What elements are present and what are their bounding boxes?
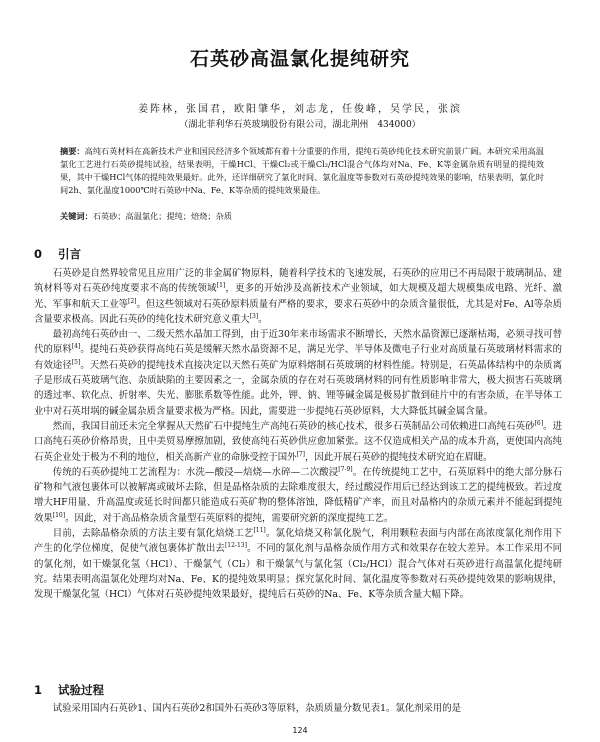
paragraph: 然而，我国目前还未完全掌握从天然矿石中提纯生产高纯石英砂的核心技术，很多石英制品公司依赖进口高纯石英砂[6]。进口高纯石英砂价格昂贵，且中美贸易摩擦加剧，致使高纯石英砂供应愈加紧张。这不仅造成相关产品的成本升高，更使国内高纯石英企业处于极为不利的地位，相关高新产业的命脉受控于国外[7]，因此开展石英砂的提纯技术研究迫在眉睫。 [34,419,562,463]
paper-title: 石英砂高温氯化提纯研究 [189,48,410,70]
section-heading-intro [34,246,81,262]
paragraph: 目前，去除晶格杂质的方法主要有氯化焙烧工艺[11]。氯化焙烧又称氯化脱气，利用颗粒表面与内部在高浓度氯化剂作用下产生的化学位梯度，促使气液包裹体扩散出去[12-13]。不同的氯化剂与晶格杂质作用方式和效果存在较大差异。本工作采用不同的氯化剂，如干燥氯化氢（HCl）、干燥氯气（Cl₂）和干燥氯气与氯化氢（Cl₂/HCl）混合气体对石英砂进行高温氯化提纯研究。结果表明高温氯化处理均对Na、Fe、K的提纯效果明显；探究氯化时间、氯化温度等参数对石英砂提纯效果的影响规律，发现干燥氯化氢（HCl）气体对石英砂提纯效果最好，提纯后石英砂的Na、Fe、K等杂质含量大幅下降。 [34,526,562,601]
keywords-label: 关键词： [60,211,93,221]
experiment-body [34,701,562,716]
keywords-text: 石英砂；高温氯化；提纯；焙烧；杂质 [92,211,232,221]
intro-body [34,266,562,603]
affiliation: （湖北菲利华石英玻璃股份有限公司，湖北荆州 434000） [179,120,421,130]
section-number: 0 [34,247,43,261]
author-list: 姜阵林，张国君，欧阳肇华，刘志龙，任俊峰，吴学民，张滨 [138,104,462,115]
paragraph: 试验采用国内石英砂1、国内石英砂2和国外石英砂3等原料，杂质质量分数见表1。氯化剂采用的是 [52,703,462,714]
paragraph: 石英砂是自然界较常见且应用广泛的非金属矿物原料，随着科学技术的飞速发展，石英砂的应用已不再局限于玻璃制品、建筑材料等对石英砂纯度要求不高的传统领域[1]，更多的开始涉及高新技术产业领域，如大规模及超大规模集成电路、光纤、激光、军事和航天工业等[2]。但这些领域对石英砂原料质量有严格的要求，要求石英砂中的杂质含量很低，尤其是对Fe、Al等杂质含量要求极高。因此石英砂的纯化技术研究意义重大[3]。 [34,268,562,325]
section-title: 试验过程 [58,683,104,697]
paragraph: 最初高纯石英砂由一、二级天然水晶加工得到，由于近30年来市场需求不断增长，天然水晶资源已逐渐枯竭，必须寻找可替代的原料[4]。提纯石英砂获得高纯石英是缓解天然水晶资源不足，满足光学、半导体及微电子行业对高质量石英玻璃材料需求的有效途径[5]。天然石英砂的提纯技术直接决定以天然石英矿为原料熔制石英玻璃的材料性能。特别是，石英晶体结构中的杂质离子是形成石英玻璃气泡、杂质缺陷的主要因素之一，金属杂质的存在对石英玻璃材料的同有性质影响非常大，极大损害石英玻璃的透过率、软化点、折射率、失光、膨胀系数等性能。此外，钾、钠、锂等碱金属是极易扩散到硅片中的有害杂质，在半导体工业中对石英坩埚的碱金属杂质含量要求极为严格。因此，需要进一步提纯石英砂原料，大大降低其碱金属含量。 [34,329,562,417]
page-number: 124 [292,726,308,735]
section-number: 1 [34,683,43,697]
keywords [60,210,544,223]
abstract-text: 高纯石英材料在高新技术产业和国民经济多个领域都有着十分重要的作用，提纯石英砂纯化技术研究前景广阔。本研究采用高温氯化工艺进行石英砂提纯试验，结果表明，干燥HCl、干燥Cl₂或干燥Cl₂/HCl混合气体均对Na、Fe、K等金属杂质有明显的提纯效果，其中干燥HCl气体的提纯效果最好。此外，还详细研究了氯化时间、氯化温度等参数对石英砂提纯效果的影响，结果表明，氯化时间2h、氯化温度1000℃时石英砂中Na、Fe、K等杂质的提纯效果最佳。 [60,146,544,195]
abstract-label: 摘要： [60,146,85,156]
section-title: 引言 [58,247,81,261]
section-heading-experiment [34,682,104,698]
paragraph: 传统的石英砂提纯工艺流程为：水洗—酸浸—焙烧—水碎—二次酸浸[7-9]。在传统提纯工艺中，石英原料中的绝大部分脉石矿物和气液包裹体可以被解离或破坏去除，但是晶格杂质的去除难度很大，经过酸浸作用后已经达到该工艺的提纯极致。若过度增大HF用量、升高温度或延长时间都只能造成石英矿物的整体溶蚀，降低精矿产率，而且对晶格内的杂质元素并不能起到提纯效果[10]。因此，对于高品格杂质含量型石英原料的提纯，需要研究新的深度提纯工艺。 [34,465,562,524]
abstract [60,145,544,197]
